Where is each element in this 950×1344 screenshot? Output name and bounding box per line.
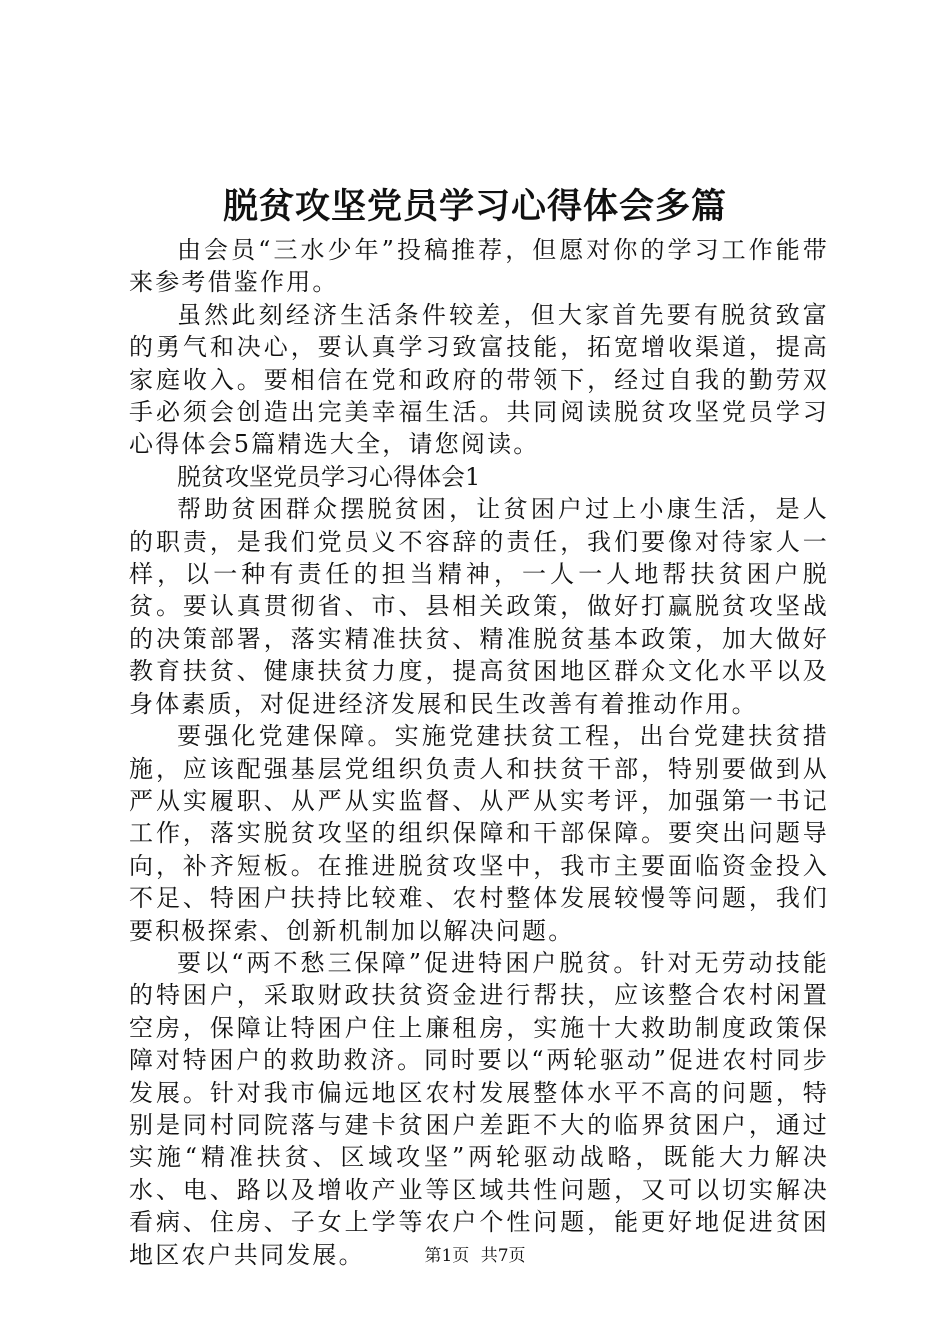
current-page-number: 第1页: [424, 1246, 470, 1266]
document-body: [129, 234, 829, 1271]
section-paragraph-3: 要以“两不愁三保障”促进特困户脱贫。针对无劳动技能的特困户，采取财政扶贫资金进行帮扶，应该整合农村闲置空房，保障让特困户住上廉租房，实施十大救助制度政策保障对特困户的救助救济。同时要以“两轮驱动”促进农村同步发展。针对我市偏远地区农村发展整体水平不高的问题，特别是同村同院落与建卡贫困户差距不大的临界贫困户，通过实施“精准扶贫、区域攻坚”两轮驱动战略，既能大力解决水、电、路以及增收产业等区域共性问题，又可以切实解决看病、住房、子女上学等农户个性问题，能更好地促进贫困地区农户共同发展。: [129, 948, 829, 1269]
page-footer: [0, 1244, 950, 1268]
total-page-count: 共7页: [480, 1246, 526, 1266]
section-heading: 脱贫攻坚党员学习心得体会1: [177, 462, 481, 491]
section-paragraph-2: 要强化党建保障。实施党建扶贫工程，出台党建扶贫措施，应该配强基层党组织负责人和扶贫干部，特别要做到从严从实履职、从严从实监督、从严从实考评，加强第一书记工作，落实脱贫攻坚的组织保障和干部保障。要突出问题导向，补齐短板。在推进脱贫攻坚中，我市主要面临资金投入不足、特困户扶持比较难、农村整体发展较慢等问题，我们要积极探索、创新机制加以解决问题。: [129, 722, 829, 945]
section-paragraph-1: 帮助贫困群众摆脱贫困，让贫困户过上小康生活，是人的职责，是我们党员义不容辞的责任，我们要像对待家人一样，以一种有责任的担当精神，一人一人地帮扶贫困户脱贫。要认真贯彻省、市、县相关政策，做好打赢脱贫攻坚战的决策部署，落实精准扶贫、精准脱贫基本政策，加大做好教育扶贫、健康扶贫力度，提高贫困地区群众文化水平以及身体素质，对促进经济发展和民生改善有着推动作用。: [129, 495, 829, 718]
intro-paragraph-1: 由会员“三水少年”投稿推荐，但愿对你的学习工作能带来参考借鉴作用。: [129, 236, 829, 297]
document-title: 脱贫攻坚党员学习心得体会多篇: [222, 186, 727, 227]
intro-paragraph-2: 虽然此刻经济生活条件较差，但大家首先要有脱贫致富的勇气和决心，要认真学习致富技能，拓宽增收渠道，提高家庭收入。要相信在党和政府的带领下，经过自我的勤劳双手必须会创造出完美幸福生活。共同阅读脱贫攻坚党员学习心得体会5篇精选大全，请您阅读。: [129, 300, 829, 459]
